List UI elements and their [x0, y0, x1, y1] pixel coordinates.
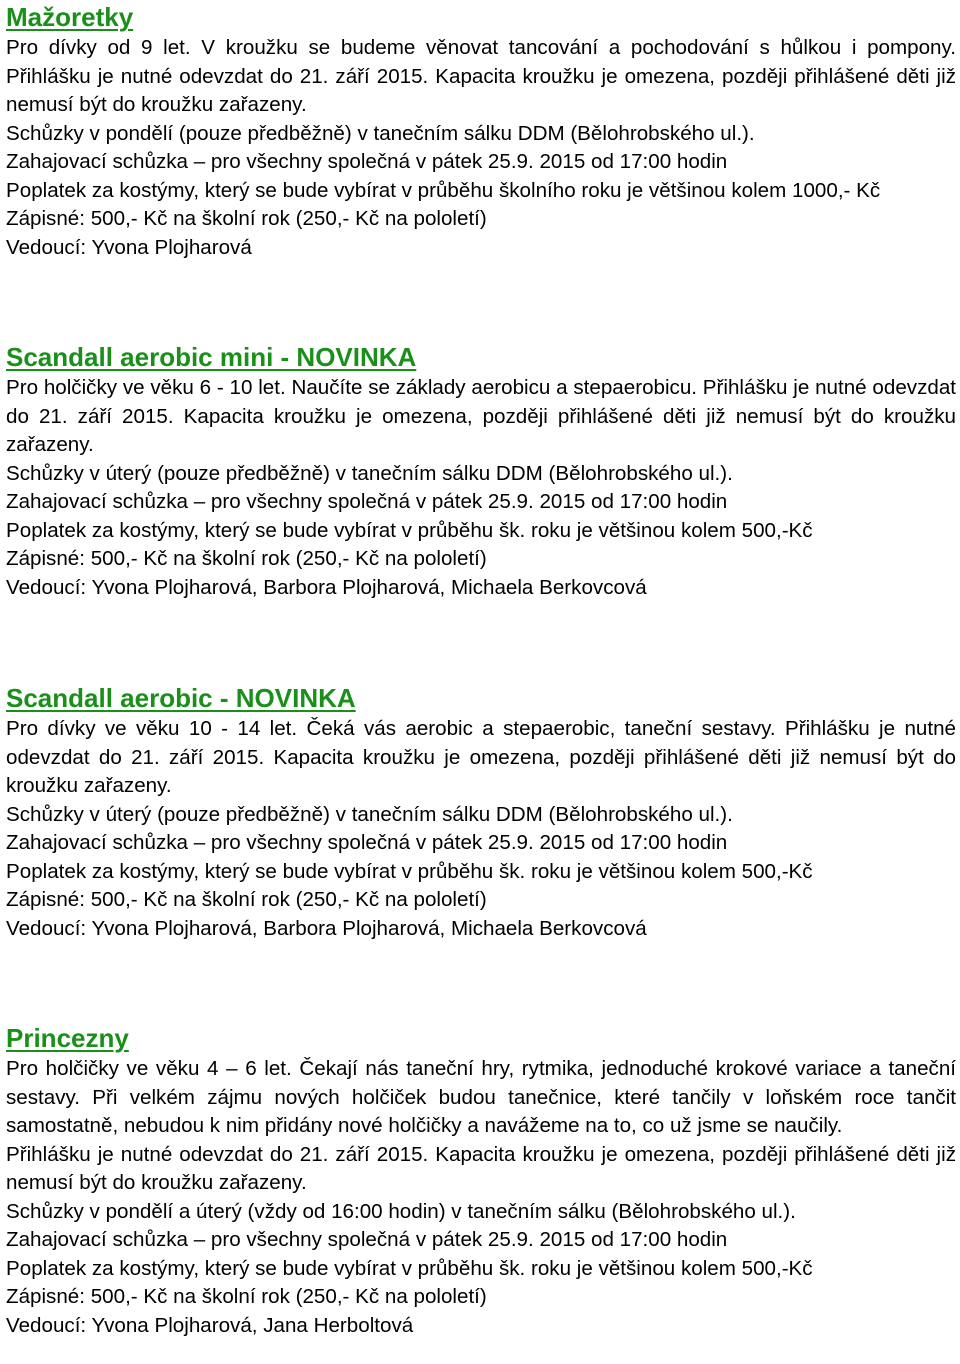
section-title: Scandall aerobic - NOVINKA: [6, 683, 356, 713]
opening-meeting: Zahajovací schůzka – pro všechny společná v pátek 25.9. 2015 od 17:00 hodin: [6, 490, 728, 513]
registration-fee: Zápisné: 500,- Kč na školní rok (250,- Kč na pololetí): [6, 888, 487, 911]
opening-meeting: Zahajovací schůzka – pro všechny společná v pátek 25.9. 2015 od 17:00 hodin: [6, 831, 728, 854]
meeting-schedule: Schůzky v pondělí a úterý (vždy od 16:00 hodin) v tanečním sálku (Bělohrobského ul.).: [6, 1199, 796, 1223]
costume-fee: Poplatek za kostýmy, který se bude vybírat v průběhu šk. roku je většinou kolem 500,-Kč: [6, 1256, 813, 1280]
leader: Vedoucí: Yvona Plojharová, Barbora Plojharová, Michaela Berkovcová: [6, 575, 647, 599]
section-mazoretky: [6, 0, 956, 262]
meeting-schedule: Schůzky v pondělí (pouze předběžně) v tanečním sálku DDM (Bělohrobského ul.).: [6, 121, 755, 145]
section-scandall-aerobic-mini: [6, 340, 956, 602]
opening-meeting: Zahajovací schůzka – pro všechny společná v pátek 25.9. 2015 od 17:00 hodin: [6, 150, 728, 173]
meeting-schedule: Schůzky v úterý (pouze předběžně) v tanečním sálku DDM (Bělohrobského ul.).: [6, 802, 733, 826]
leader: Vedoucí: Yvona Plojharová: [6, 235, 252, 259]
costume-fee: Poplatek za kostýmy, který se bude vybírat v průběhu šk. roku je většinou kolem 500,-Kč: [6, 859, 813, 883]
costume-fee: Poplatek za kostýmy, který se bude vybírat v průběhu školního roku je většinou kolem 1000,- Kč: [6, 178, 881, 202]
section-description: Pro holčičky ve věku 6 - 10 let. Naučíte se základy aerobicu a stepaerobicu. Přihlášku je nutné odevzdat do 21. září 2015. Kapacita kroužku je omezena, později přihlášené děti již nemusí být do kroužku zařazeny.: [6, 376, 956, 456]
section-title: Princezny: [6, 1023, 129, 1053]
section-princezny: [6, 1021, 956, 1340]
opening-meeting: Zahajovací schůzka – pro všechny společná v pátek 25.9. 2015 od 17:00 hodin: [6, 1228, 728, 1251]
costume-fee: Poplatek za kostýmy, který se bude vybírat v průběhu šk. roku je většinou kolem 500,-Kč: [6, 518, 813, 542]
meeting-schedule: Schůzky v úterý (pouze předběžně) v tanečním sálku DDM (Bělohrobského ul.).: [6, 461, 733, 485]
registration-fee: Zápisné: 500,- Kč na školní rok (250,- Kč na pololetí): [6, 547, 487, 570]
registration-info: Přihlášku je nutné odevzdat do 21. září 2015. Kapacita kroužku je omezena, později přihlášené děti již nemusí být do kroužku zařazeny.: [6, 1142, 956, 1194]
leader: Vedoucí: Yvona Plojharová, Barbora Plojharová, Michaela Berkovcová: [6, 916, 647, 940]
section-title: Mažoretky: [6, 2, 134, 32]
leader: Vedoucí: Yvona Plojharová, Jana Herboltová: [6, 1313, 414, 1337]
section-scandall-aerobic: [6, 681, 956, 943]
section-title: Scandall aerobic mini - NOVINKA: [6, 342, 417, 372]
section-description: Pro dívky od 9 let. V kroužku se budeme věnovat tancování a pochodování s hůlkou i pompony. Přihlášku je nutné odevzdat do 21. září 2015. Kapacita kroužku je omezena, později přihlášené děti již nemusí být do kroužku zařazeny.: [6, 36, 956, 116]
section-description: Pro dívky ve věku 10 - 14 let. Čeká vás aerobic a stepaerobic, taneční sestavy. Přihlášku je nutné odevzdat do 21. září 2015. Kapacita kroužku je omezena, později přihlášené děti již nemusí být do kroužku zařazeny.: [6, 717, 956, 797]
registration-fee: Zápisné: 500,- Kč na školní rok (250,- Kč na pololetí): [6, 207, 487, 230]
registration-fee: Zápisné: 500,- Kč na školní rok (250,- Kč na pololetí): [6, 1285, 487, 1308]
section-description: Pro holčičky ve věku 4 – 6 let. Čekají nás taneční hry, rytmika, jednoduché krokové variace a taneční sestavy. Při velkém zájmu nových holčiček budou tanečnice, které tančily v loňském roce tančit samostatně, nebudou k nim přidány nové holčičky a navážeme na to, co už jsme se naučily.: [6, 1057, 956, 1137]
